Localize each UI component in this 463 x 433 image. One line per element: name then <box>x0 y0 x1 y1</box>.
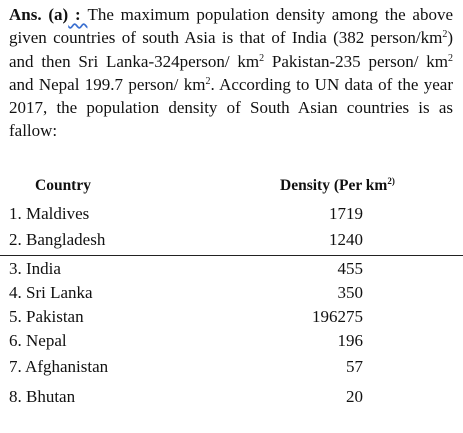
table-row <box>9 306 363 328</box>
column-header-country: Country <box>35 177 91 194</box>
table-row <box>9 203 363 225</box>
table-row <box>9 282 363 304</box>
density-value: 196275 <box>312 307 363 326</box>
answer-marker: : <box>68 5 88 24</box>
paragraph-text-1: The maximum population density among the above given countries of south Asia is that of India (382 person/km <box>9 5 453 48</box>
answer-paragraph <box>9 3 453 143</box>
superscript-2: 2 <box>442 29 448 41</box>
paragraph-text-3: Pakistan-235 person/ km <box>264 51 448 71</box>
density-value: 57 <box>346 357 363 376</box>
table-divider <box>0 255 463 256</box>
density-value: 20 <box>346 387 363 406</box>
superscript-2: 2 <box>448 52 453 64</box>
country-name: 8. Bhutan <box>9 387 76 406</box>
paragraph-text-5: . According to UN data of the year 2017, the population density of South Asian countries is as fallow: <box>9 74 454 141</box>
table-row <box>9 258 363 280</box>
density-value: 1240 <box>329 230 363 249</box>
country-name: 1. Maldives <box>9 204 90 223</box>
answer-label: Ans. (a) : <box>9 5 88 24</box>
table-row <box>9 356 363 378</box>
country-name: 7. Afghanistan <box>9 357 109 376</box>
table-row <box>9 386 363 408</box>
column-header-density: Density (Per $km^{2)}$ <box>280 176 395 194</box>
paragraph-text-4: and Nepal 199.7 person/ km <box>9 74 206 94</box>
density-value: 350 <box>337 283 363 302</box>
superscript-2: 2 <box>205 75 211 87</box>
superscript-2: 2 <box>259 52 265 64</box>
density-value: 196 <box>337 331 363 350</box>
country-name: 3. India <box>9 259 61 278</box>
country-name: 2. Bangladesh <box>9 230 106 249</box>
paragraph-text-2: ) and then Sri Lanka-324person/ km <box>9 28 453 71</box>
density-value: 455 <box>337 259 363 278</box>
density-value: 1719 <box>329 204 363 223</box>
table-row <box>9 229 363 251</box>
country-name: 4. Sri Lanka <box>9 283 93 302</box>
country-name: 6. Nepal <box>9 331 67 350</box>
country-name: 5. Pakistan <box>9 307 84 326</box>
table-row <box>9 330 363 352</box>
